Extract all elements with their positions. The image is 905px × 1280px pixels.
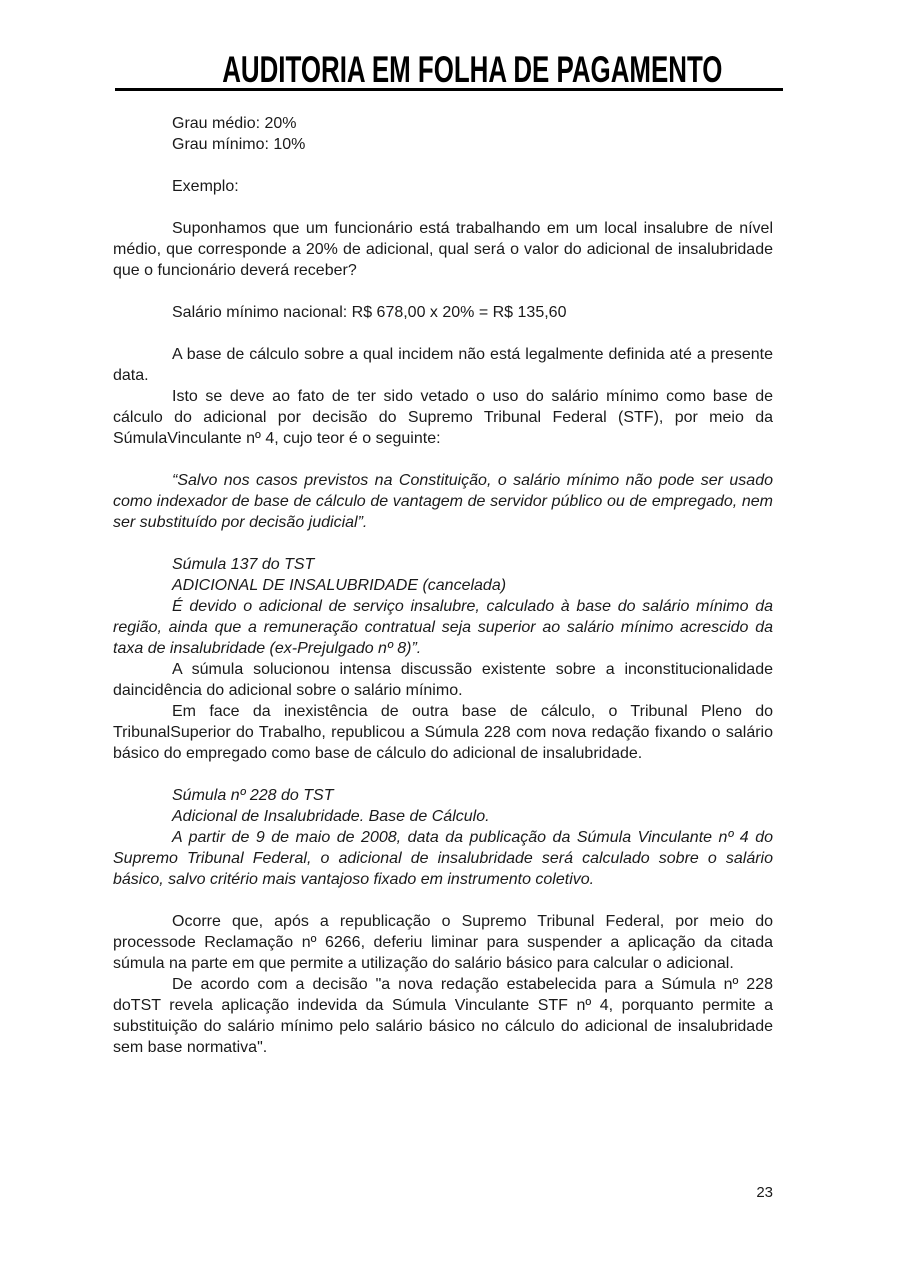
- paragraph: Súmula nº 228 do TST: [172, 787, 334, 804]
- paragraph: Suponhamos que um funcionário está trabalhando em um local insalubre de nível médio, que corresponde a 20% de adicional, qual será o valor do adicional de insalubridade que o funcionário deverá receber?: [113, 220, 773, 279]
- paragraph: Grau médio: 20%: [172, 115, 297, 132]
- paragraph: Súmula 137 do TST: [172, 556, 315, 573]
- paragraph: Exemplo:: [172, 178, 239, 195]
- paragraph: É devido o adicional de serviço insalubre, calculado à base do salário mínimo da região, ainda que a remuneração contratual seja superior ao salário mínimo acrescido da taxa de insalubridade (ex-Prejulgado nº 8)”.: [113, 598, 773, 657]
- page-footer: [113, 1183, 773, 1203]
- document-body: [113, 113, 773, 1058]
- document-header: [115, 0, 783, 91]
- paragraph: Em face da inexistência de outra base de cálculo, o Tribunal Pleno do TribunalSuperior do Trabalho, republicou a Súmula 228 com nova redação fixando o salário básico do empregado como base de cálculo do adicional de insalubridade.: [113, 703, 773, 762]
- paragraph: A base de cálculo sobre a qual incidem não está legalmente definida até a presente data.: [113, 346, 773, 384]
- paragraph-quote: “Salvo nos casos previstos na Constituição, o salário mínimo não pode ser usado como indexador de base de cálculo de vantagem de servidor público ou de empregado, nem ser substituído por decisão judicial”.: [113, 472, 773, 531]
- paragraph: ADICIONAL DE INSALUBRIDADE (cancelada): [172, 577, 507, 594]
- paragraph: A súmula solucionou intensa discussão existente sobre a inconstitucionalidade daincidência do adicional sobre o salário mínimo.: [113, 661, 773, 699]
- paragraph: Ocorre que, após a republicação o Supremo Tribunal Federal, por meio do processode Reclamação nº 6266, deferiu liminar para suspender a aplicação da citada súmula na parte em que permite a utilização do salário básico para calcular o adicional.: [113, 913, 773, 972]
- paragraph: Isto se deve ao fato de ter sido vetado o uso do salário mínimo como base de cálculo do adicional por decisão do Supremo Tribunal Federal (STF), por meio da SúmulaVinculante nº 4, cujo teor é o seguinte:: [113, 388, 773, 447]
- paragraph: Adicional de Insalubridade. Base de Cálculo.: [172, 808, 490, 825]
- page-title: AUDITORIA EM FOLHA DE PAGAMENTO: [222, 49, 723, 90]
- paragraph: Grau mínimo: 10%: [172, 136, 306, 153]
- page-number: 23: [756, 1184, 773, 1201]
- paragraph: De acordo com a decisão "a nova redação estabelecida para a Súmula nº 228 doTST revela aplicação indevida da Súmula Vinculante STF nº 4, porquanto permite a substituição do salário mínimo pelo salário básico no cálculo do adicional de insalubridade sem base normativa".: [113, 976, 773, 1056]
- paragraph: A partir de 9 de maio de 2008, data da publicação da Súmula Vinculante nº 4 do Supremo Tribunal Federal, o adicional de insalubridade será calculado sobre o salário básico, salvo critério mais vantajoso fixado em instrumento coletivo.: [113, 829, 773, 888]
- paragraph: Salário mínimo nacional: R$ 678,00 x 20% = R$ 135,60: [172, 304, 567, 321]
